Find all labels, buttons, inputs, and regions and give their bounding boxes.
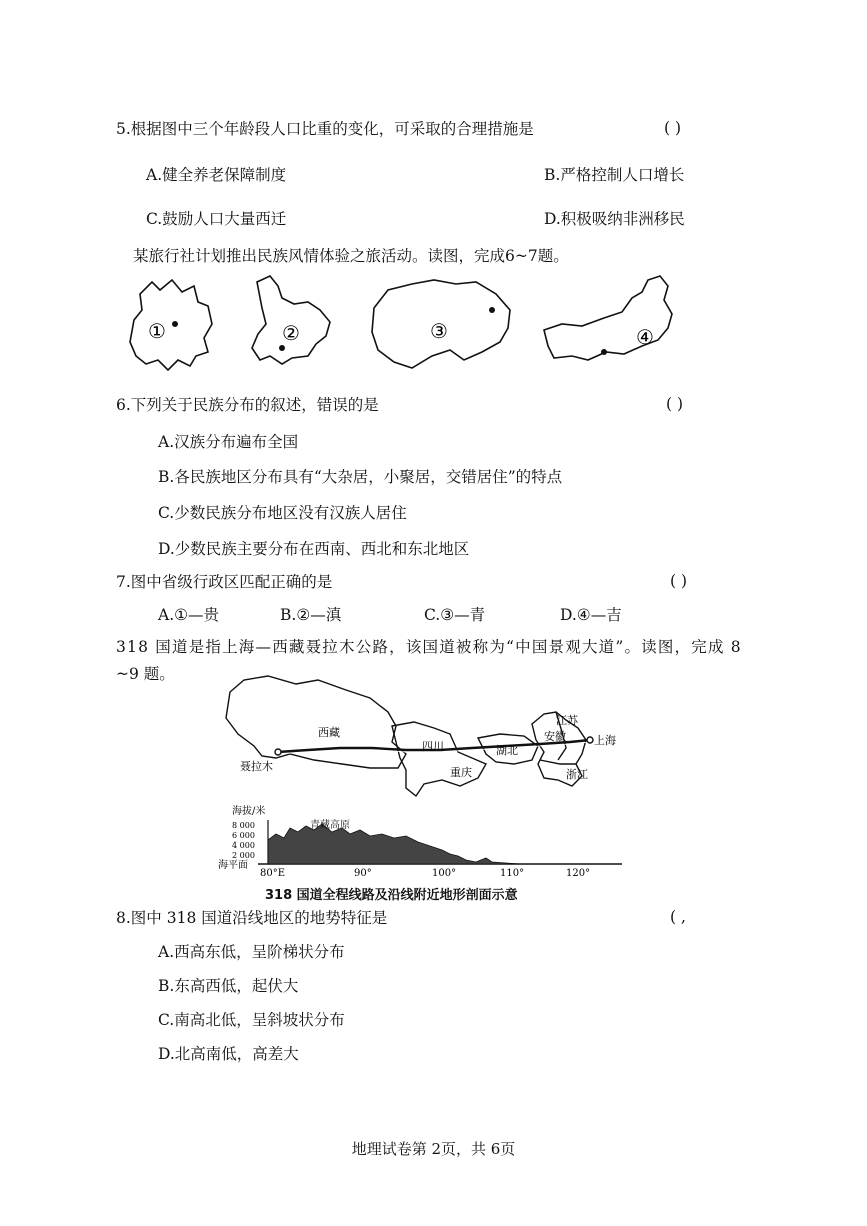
profile-xtick-110: 110° (500, 868, 525, 878)
province-outline-maps (112, 272, 682, 382)
profile-xtick-100: 100° (432, 868, 457, 878)
q6-option-a: A.汉族分布遍布全国 (158, 433, 299, 451)
page-footer: 地理试卷第 2页，共 6页 (351, 1140, 516, 1158)
label-sichuan: 四川 (422, 740, 444, 753)
label-nyalam: 聂拉木 (240, 760, 273, 773)
capital-marker-2 (279, 345, 285, 351)
tibet-outline (226, 676, 406, 768)
profile-ytick-8000: 8 000 (232, 821, 255, 830)
q8-option-a: A.西高东低，呈阶梯状分布 (158, 943, 345, 961)
q6-option-c: C.少数民族分布地区没有汉族人居住 (158, 504, 407, 522)
province-label-2: ② (282, 321, 300, 345)
q7-option-d: D.④—吉 (560, 606, 622, 624)
profile-xtick-80: 80°E (260, 868, 286, 878)
intro-6-7: 某旅行社计划推出民族风情体验之旅活动。读图，完成6~7题。 (133, 247, 569, 265)
label-zhejiang: 浙江 (566, 768, 588, 781)
q5-option-a: A.健全养老保障制度 (146, 166, 287, 184)
label-jiangsu: 江苏 (556, 714, 578, 727)
label-shanghai: 上海 (594, 734, 616, 747)
label-xizang: 西藏 (318, 726, 340, 739)
q7-answer-paren: ( ) (670, 572, 688, 590)
intro-8-9-line1: 318 国道是指上海—西藏聂拉木公路，该国道被称为“中国景观大道”。读图，完成 8 (116, 638, 742, 656)
q5-option-b: B.严格控制人口增长 (544, 166, 685, 184)
profile-ytick-2000: 2 000 (232, 851, 255, 860)
sichuan-outline (392, 722, 486, 796)
province-label-3: ③ (430, 319, 448, 343)
q6-stem: 6.下列关于民族分布的叙述，错误的是 (116, 396, 379, 414)
province-label-4: ④ (636, 325, 654, 349)
route-map-caption: 318 国道全程线路及沿线附近地形剖面示意 (265, 888, 518, 903)
q7-option-c: C.③—青 (424, 606, 486, 624)
profile-ylabel: 海拔/米 (232, 806, 266, 817)
intro-8-9-line2: ~9 题。 (116, 665, 175, 683)
q7-option-a: A.①—贵 (158, 606, 220, 624)
profile-plateau-label: 青藏高原 (310, 820, 350, 831)
province-label-1: ① (148, 319, 166, 343)
terrain-profile-fill (268, 824, 520, 864)
q8-option-c: C.南高北低，呈斜坡状分布 (158, 1011, 345, 1029)
province-map-2 (252, 276, 330, 364)
label-anhui: 安徽 (544, 730, 566, 743)
route-end-marker (587, 737, 593, 743)
capital-marker-1 (172, 321, 178, 327)
profile-ytick-sea: 海平面 (218, 860, 248, 871)
q5-option-d: D.积极吸纳非洲移民 (544, 210, 685, 228)
terrain-profile (218, 804, 622, 878)
profile-xtick-120: 120° (566, 868, 591, 878)
profile-ytick-6000: 6 000 (232, 831, 255, 840)
q6-option-d: D.少数民族主要分布在西南、西北和东北地区 (158, 540, 470, 558)
route-318-map (210, 668, 630, 878)
q5-stem: 5.根据图中三个年龄段人口比重的变化，可采取的合理措施是 (116, 120, 534, 138)
capital-marker-3 (489, 307, 495, 313)
q8-option-d: D.北高南低，高差大 (158, 1045, 299, 1063)
profile-xtick-90: 90° (354, 868, 372, 878)
capital-marker-4 (601, 349, 607, 355)
q8-answer-paren: ( , (670, 908, 686, 926)
q7-stem: 7.图中省级行政区匹配正确的是 (116, 573, 333, 591)
q5-answer-paren: ( ) (664, 119, 682, 137)
label-hubei: 湖北 (496, 744, 518, 757)
route-start-marker (275, 749, 281, 755)
q8-option-b: B.东高西低，起伏大 (158, 977, 299, 995)
q6-option-b: B.各民族地区分布具有“大杂居，小聚居，交错居住”的特点 (158, 468, 563, 486)
profile-ytick-4000: 4 000 (232, 841, 255, 850)
q7-option-b: B.②—滇 (280, 606, 342, 624)
q6-answer-paren: ( ) (666, 395, 684, 413)
q8-stem: 8.图中 318 国道沿线地区的地势特征是 (116, 909, 388, 927)
label-chongqing: 重庆 (450, 766, 472, 779)
q5-option-c: C.鼓励人口大量西迁 (146, 210, 287, 228)
province-map-1 (130, 280, 212, 370)
